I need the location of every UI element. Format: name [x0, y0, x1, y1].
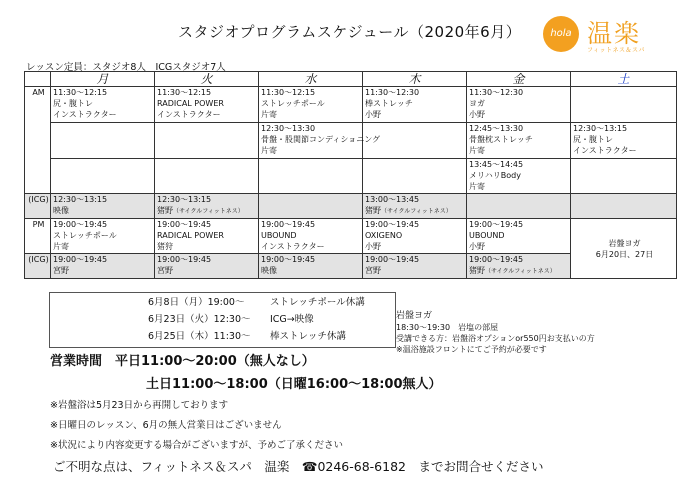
- logo-subtitle: フィットネス＆スパ: [587, 47, 645, 54]
- am-row-3: [25, 159, 677, 194]
- am-row-1: [25, 87, 677, 123]
- lesson-cell: [467, 194, 571, 219]
- day-header-fri: 金: [467, 72, 571, 87]
- notice-item: 6月25日（木）11:30〜 棒ストレッチ休講: [148, 331, 346, 342]
- lesson-cell: 19:00〜19:45 ストレッチポール 片寄: [51, 219, 155, 254]
- lesson-cell: 12:30〜13:15 猪野（サイクルフィットネス）: [155, 194, 259, 219]
- lesson-cell: 11:30〜12:30 ヨガ 小野: [467, 87, 571, 123]
- notice-box: [49, 292, 396, 348]
- lesson-cell: [51, 123, 155, 159]
- lesson-cell: [155, 159, 259, 194]
- lesson-cell: 12:45〜13:30 骨盤枕ストレッチ 片寄: [467, 123, 571, 159]
- notice-item: 6月23日（火）12:30〜 ICG→映像: [148, 314, 314, 325]
- notice-item: 6月8日（月）19:00〜 ストレッチポール休講: [148, 297, 365, 308]
- icg-am-row: [25, 194, 677, 219]
- iwaban-title: 岩盤ヨガ: [396, 311, 433, 321]
- business-hours-weekday: 営業時間 平日11:00〜20:00（無人なし）: [50, 354, 315, 369]
- lesson-cell: 11:30〜12:30 棒ストレッチ 小野: [363, 87, 467, 123]
- note-line: ※日曜日のレッスン、6月の無人営業日はございません: [50, 420, 282, 431]
- iwaban-time: 18:30〜19:30 岩塩の部屋: [396, 323, 499, 332]
- lesson-cell: 11:30〜12:15 尻・腹トレ インストラクター: [51, 87, 155, 123]
- logo: [543, 16, 679, 56]
- lesson-cell: 13:45〜14:45 メリハリBody 片寄: [467, 159, 571, 194]
- lesson-cell: 12:30〜13:15 映像: [51, 194, 155, 219]
- day-header-wed: 水: [259, 72, 363, 87]
- day-header-thu: 木: [363, 72, 467, 87]
- schedule-table: [24, 71, 677, 279]
- day-header-row: [25, 72, 677, 87]
- icg-label: (ICG): [25, 194, 51, 219]
- iwaban-yoga-cell: 岩盤ヨガ 6月20日、27日: [571, 219, 677, 279]
- corner-cell: [25, 72, 51, 87]
- am-row-2: [25, 123, 677, 159]
- note-line: ※岩盤浴は5月23日から再開しております: [50, 400, 229, 411]
- pm-row: [25, 219, 677, 254]
- pm-label: PM: [25, 219, 51, 254]
- day-header-mon: 月: [51, 72, 155, 87]
- day-header-sat: 土: [571, 72, 677, 87]
- lesson-cell: [571, 159, 677, 194]
- am-label: AM: [25, 87, 51, 194]
- contact-line: ご不明な点は、フィットネス＆スパ 温楽 ☎0246-68-6182 までお問合せください: [53, 459, 544, 474]
- lesson-cell: [259, 194, 363, 219]
- lesson-cell: [51, 159, 155, 194]
- icg-label: (ICG): [25, 254, 51, 279]
- lesson-cell: [571, 87, 677, 123]
- lesson-cell: [259, 159, 363, 194]
- lesson-cell: 12:30〜13:15 尻・腹トレ インストラクター: [571, 123, 677, 159]
- lesson-cell: [363, 159, 467, 194]
- page-title: スタジオプログラムスケジュール（2020年6月）: [178, 23, 522, 41]
- lesson-cell: 19:00〜19:45 宮野: [363, 254, 467, 279]
- lesson-cell: 19:00〜19:45 猪野（サイクルフィットネス）: [467, 254, 571, 279]
- lesson-cell: 19:00〜19:45 宮野: [51, 254, 155, 279]
- lesson-cell: 13:00〜13:45 猪野（サイクルフィットネス）: [363, 194, 467, 219]
- lesson-cell: [155, 123, 259, 159]
- iwaban-reservation: ※温浴施設フロントにてご予約が必要です: [396, 345, 547, 354]
- business-hours-weekend: 土日11:00〜18:00（日曜16:00〜18:00無人）: [146, 377, 442, 392]
- iwaban-info: [396, 311, 636, 355]
- lesson-cell: 11:30〜12:15 ストレッチポール 片寄: [259, 87, 363, 123]
- note-line: ※状況により内容変更する場合がございますが、予めご了承ください: [50, 440, 343, 451]
- lesson-cell: 19:00〜19:45 映像: [259, 254, 363, 279]
- lesson-cell: 12:30〜13:30 骨盤・股関節コンディショニング 片寄: [259, 123, 363, 159]
- capacity-text: レッスン定員：スタジオ8人 ICGスタジオ7人: [26, 62, 226, 73]
- iwaban-eligibility: 受講できる方：岩盤浴オプションor550円お支払いの方: [396, 334, 595, 343]
- lesson-cell: 19:00〜19:45 RADICAL POWER 猪狩: [155, 219, 259, 254]
- lesson-cell: 19:00〜19:45 UBOUND インストラクター: [259, 219, 363, 254]
- lesson-cell: 19:00〜19:45 宮野: [155, 254, 259, 279]
- logo-kanji: 温楽: [587, 19, 642, 48]
- logo-circle: hola: [543, 16, 579, 52]
- lesson-cell: 19:00〜19:45 UBOUND 小野: [467, 219, 571, 254]
- lesson-cell: 19:00〜19:45 OXIGENO 小野: [363, 219, 467, 254]
- lesson-cell: 11:30〜12:15 RADICAL POWER インストラクター: [155, 87, 259, 123]
- day-header-tue: 火: [155, 72, 259, 87]
- lesson-cell: [571, 194, 677, 219]
